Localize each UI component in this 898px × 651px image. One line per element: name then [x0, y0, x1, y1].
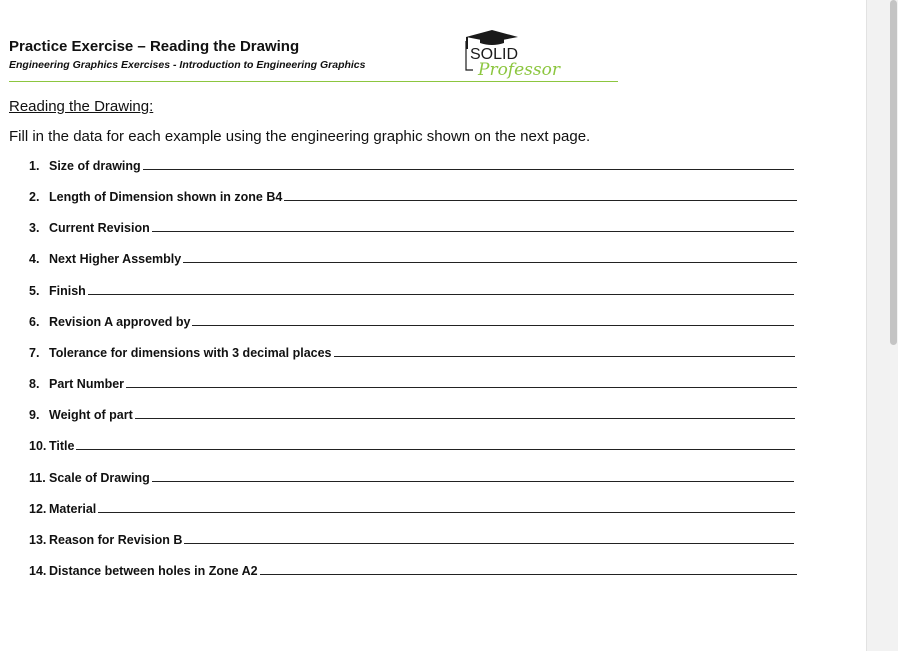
answer-line[interactable] [192, 325, 794, 326]
question-item [29, 248, 797, 266]
answer-line[interactable] [88, 294, 794, 295]
header-rule [9, 81, 618, 82]
question-text: Part Number [49, 377, 125, 391]
question-number: 9. [29, 408, 40, 422]
question-item [29, 435, 795, 453]
question-number: 3. [29, 221, 40, 235]
question-number: 10. [29, 439, 47, 453]
question-text: Next Higher Assembly [49, 252, 182, 266]
question-item [29, 373, 797, 391]
question-number: 2. [29, 190, 40, 204]
question-number: 4. [29, 252, 40, 266]
question-text: Reason for Revision B [49, 533, 183, 547]
answer-line[interactable] [152, 231, 794, 232]
question-text: Length of Dimension shown in zone B4 [49, 190, 283, 204]
question-item [29, 217, 794, 235]
question-number: 7. [29, 346, 40, 360]
question-text: Current Revision [49, 221, 150, 235]
answer-line[interactable] [143, 169, 794, 170]
answer-line[interactable] [334, 356, 796, 357]
question-item [29, 404, 795, 422]
question-text: Finish [49, 284, 86, 298]
question-number: 12. [29, 502, 47, 516]
answer-line[interactable] [184, 543, 794, 544]
question-text: Size of drawing [49, 159, 141, 173]
question-number: 6. [29, 315, 40, 329]
answer-line[interactable] [135, 418, 795, 419]
answer-line[interactable] [183, 262, 797, 263]
question-text: Distance between holes in Zone A2 [49, 564, 258, 578]
question-number: 14. [29, 564, 47, 578]
question-text: Revision A approved by [49, 315, 191, 329]
question-item [29, 311, 794, 329]
answer-line[interactable] [284, 200, 797, 201]
question-number: 1. [29, 159, 40, 173]
question-text: Title [49, 439, 75, 453]
answer-line[interactable] [126, 387, 797, 388]
question-number: 11. [29, 471, 46, 485]
answer-line[interactable] [260, 574, 797, 575]
question-item [29, 498, 795, 516]
question-number: 8. [29, 377, 40, 391]
question-item [29, 342, 795, 360]
question-item [29, 529, 794, 547]
question-item [29, 186, 797, 204]
answer-line[interactable] [98, 512, 795, 513]
solid-professor-logo [462, 28, 582, 82]
logo-word-solid: SOLID [470, 46, 519, 63]
question-item [29, 560, 797, 578]
question-item [29, 467, 794, 485]
question-number: 13. [29, 533, 47, 547]
answer-line[interactable] [76, 449, 795, 450]
answer-line[interactable] [152, 481, 794, 482]
instructions-text: Fill in the data for each example using the engineering graphic shown on the next page. [9, 128, 591, 145]
logo-word-professor: Professor [478, 60, 560, 80]
page-subtitle: Engineering Graphics Exercises - Introduction to Engineering Graphics [9, 59, 366, 71]
section-heading: Reading the Drawing: [9, 98, 154, 115]
question-text: Material [49, 502, 97, 516]
question-number: 5. [29, 284, 40, 298]
question-text: Scale of Drawing [49, 471, 150, 485]
page-title: Practice Exercise – Reading the Drawing [9, 38, 300, 55]
question-item [29, 155, 794, 173]
question-text: Tolerance for dimensions with 3 decimal places [49, 346, 332, 360]
question-item [29, 280, 794, 298]
scrollbar-thumb[interactable] [890, 0, 897, 345]
question-text: Weight of part [49, 408, 133, 422]
